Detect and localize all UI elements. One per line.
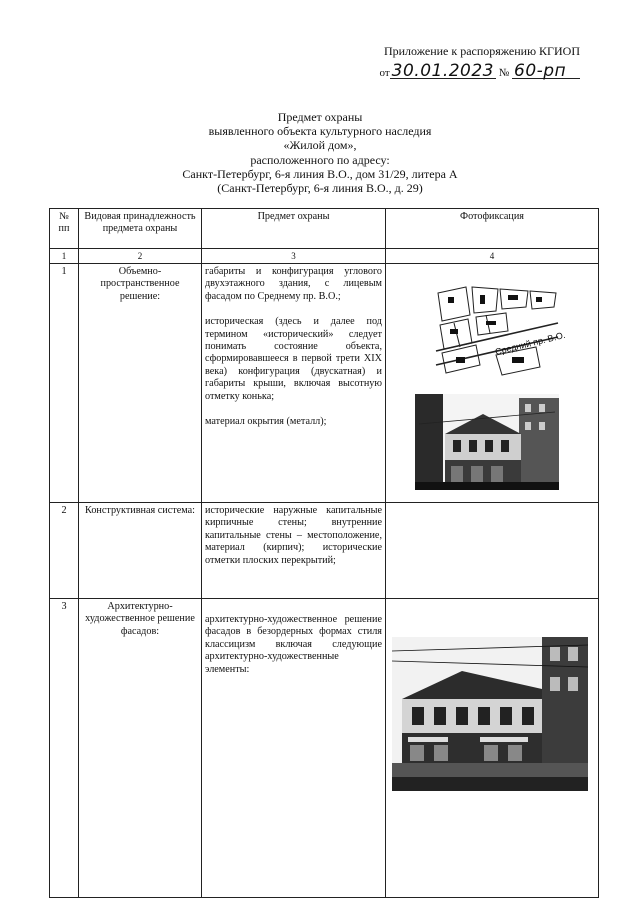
number-label: № [498, 67, 510, 79]
row-type: Архитектурно-художественное решение фасадов: [79, 599, 202, 898]
handwritten-date: 30.01.2023 [391, 61, 494, 81]
row-type: Конструктивная система: [79, 503, 202, 599]
protection-table [49, 208, 599, 898]
table-row [50, 503, 599, 599]
from-label: от [379, 67, 390, 79]
handwritten-number: 60-рп [512, 64, 580, 79]
title-line: (Санкт-Петербург, 6-я линия В.О., д. 29) [217, 181, 423, 196]
header-row [50, 209, 599, 249]
description-paragraph: материал окрытия (металл); [205, 416, 327, 428]
map-street-label: Средний пр. В.О. [494, 329, 567, 357]
document-title [140, 110, 500, 195]
header-type: Видовая принадлежность предмета охраны [79, 209, 202, 249]
photo-cell [386, 264, 599, 503]
building-photo-1 [415, 394, 559, 490]
header-subject: Предмет охраны [202, 209, 386, 249]
title-line: расположенного по адресу: [250, 152, 390, 167]
col-number: 4 [386, 249, 599, 264]
title-line: Санкт-Петербург, 6-я линия В.О., дом 31/29, литера А [182, 166, 458, 181]
header-num: № пп [50, 209, 79, 249]
appendix-header [320, 44, 580, 80]
row-number: 1 [50, 264, 79, 503]
col-number: 3 [202, 249, 386, 264]
col-number: 2 [79, 249, 202, 264]
building-photo-2 [392, 637, 588, 791]
row-number: 2 [50, 503, 79, 599]
title-line: Предмет охраны [277, 110, 363, 124]
description-paragraph: историческая (здесь и далее под термином «исторический» следует понимать состояние объекта, сформировавшееся в первой трети XIX века) конфигурация (двускатная) и габариты крыши, включая высотную отметку конька; [205, 316, 382, 402]
row-description [202, 503, 386, 599]
header-photo: Фотофиксация [386, 209, 599, 249]
photo-cell [386, 503, 599, 599]
title-line: выявленного объекта культурного наследия [208, 124, 432, 139]
col-number: 1 [50, 249, 79, 264]
column-number-row [50, 249, 599, 264]
row-number: 3 [50, 599, 79, 898]
title-line: «Жилой дом», [283, 138, 357, 153]
table-row [50, 599, 599, 898]
location-map-image [436, 285, 567, 383]
appendix-date-line [320, 61, 580, 81]
description-paragraph: архитектурно-художественное решение фасадов в безордерных формах стиля классицизм включая следующие архитектурно-художественные элементы: [205, 614, 382, 675]
photo-cell [386, 599, 599, 898]
appendix-title: Приложение к распоряжению КГИОП [383, 44, 580, 58]
description-paragraph: габариты и конфигурация углового двухэтажного здания, с лицевым фасадом по Среднему пр. В.О.; [205, 266, 382, 302]
description-paragraph: исторические наружные капитальные кирпичные стены; внутренние капитальные стены – местоположение, материал (кирпич); исторические отметки плоских перекрытий; [205, 505, 382, 566]
table-row [50, 264, 599, 503]
row-description [202, 599, 386, 898]
row-description [202, 264, 386, 503]
row-type: Объемно-пространственное решение: [79, 264, 202, 503]
